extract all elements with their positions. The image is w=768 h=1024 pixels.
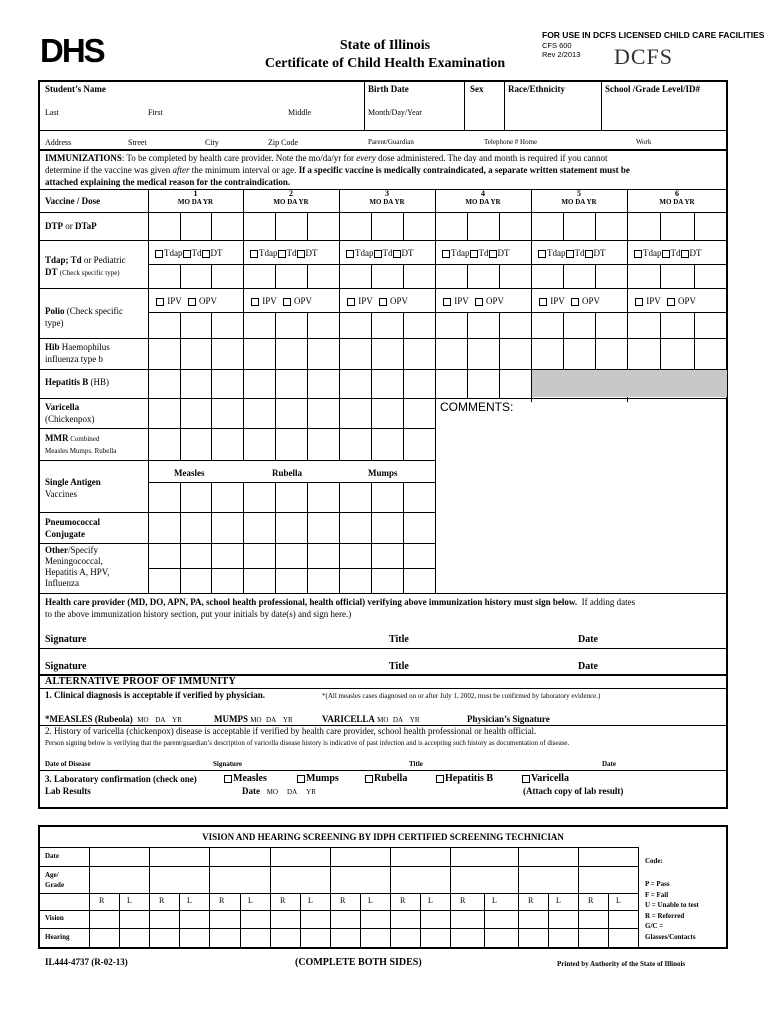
left-eye-label: L xyxy=(492,896,497,905)
form-code: CFS 600 Rev 2/2013 xyxy=(542,41,581,59)
tdap-options-5[interactable]: Tdap Td DT xyxy=(538,248,606,258)
race-label: Race/Ethnicity xyxy=(508,84,565,94)
dose-header-5: 5 MO DA YR xyxy=(561,189,597,206)
signature-label-1: Signature xyxy=(45,634,87,645)
svg-text:DHS: DHS xyxy=(40,32,104,68)
date-label-3: Date xyxy=(602,760,616,768)
right-eye-label: R xyxy=(280,896,286,905)
vision-row-label: Vision xyxy=(45,914,64,922)
rubella-header: Rubella xyxy=(272,468,303,478)
tdap-options-2[interactable]: Tdap Td DT xyxy=(250,248,318,258)
vision-heading: VISION AND HEARING SCREENING BY IDPH CERTIFIED SCREENING TECHNICIAN xyxy=(202,832,564,842)
dose-header-6: 6 MO DA YR xyxy=(659,189,695,206)
signature-label-2: Signature xyxy=(45,661,87,672)
date-disease-label: Date of Disease xyxy=(45,760,91,768)
signature-label-3: Signature xyxy=(213,760,243,768)
sex-label: Sex xyxy=(470,84,484,94)
right-eye-label: R xyxy=(460,896,466,905)
immunity-item1-note: *(All measles cases diagnosed on or after July 1, 2002, must be confirmed by laboratory evidence.) xyxy=(322,692,601,700)
code-item: U = Unable to test xyxy=(645,901,699,909)
dcfs-logo: DCFS xyxy=(614,44,674,69)
title-label-2: Title xyxy=(389,661,409,672)
dose-header-2: 2 MO DA YR xyxy=(273,189,309,206)
mdy-label: Month/Day/Year xyxy=(368,108,422,117)
student-name-label: Student’s Name xyxy=(45,84,106,94)
dtp-label: DTP or DTaP xyxy=(45,221,97,231)
polio-options-6[interactable]: IPV OPV xyxy=(635,296,696,306)
code-item: Glasses/Contacts xyxy=(645,932,696,941)
varicella-dx: VARICELLA MO DA YR xyxy=(322,714,420,724)
state-title: State of Illinois xyxy=(339,38,431,53)
parent-label: Parent/Guardian xyxy=(368,138,414,146)
polio-options-1[interactable]: IPV OPV xyxy=(156,296,217,306)
vision-date-label: Date xyxy=(45,852,59,860)
immunity-item2-note: Person signing below is verifying that the parent/guardian’s description of varicella disease history is indicative of past infection and is accepting such history as documentation of disease. xyxy=(45,739,570,747)
hearing-row-label: Hearing xyxy=(45,933,70,941)
polio-label: Polio (Check specific type) xyxy=(45,306,123,328)
middle-label: Middle xyxy=(288,108,312,117)
immunizations-instructions: IMMUNIZATIONS: To be completed by health care provider. Note the mo/da/yr for every dose administered. The day and month is required if you cannot determine if the vaccine was given after the minimum interval or age. If a specific vaccine is medically contraindicated, a separate written statement must be attached explaining the medical reason for the contraindication. xyxy=(45,153,630,187)
immunity-item2: 2. History of varicella (chickenpox) disease is acceptable if verified by health care provider, school health professional or health official. xyxy=(45,726,537,736)
pneumococcal-label: Pneumococcal Conjugate xyxy=(45,517,100,539)
lab-varicella-checkbox[interactable]: Varicella xyxy=(522,773,569,784)
mumps-header: Mumps xyxy=(368,468,398,478)
school-label: School /Grade Level/ID# xyxy=(605,84,700,94)
polio-options-4[interactable]: IPV OPV xyxy=(443,296,504,306)
use-note: FOR USE IN DCFS LICENSED CHILD CARE FACILITIES xyxy=(542,30,765,40)
birth-date-label: Birth Date xyxy=(368,84,409,94)
lab-rubella-checkbox[interactable]: Rubella xyxy=(365,773,407,784)
polio-options-2[interactable]: IPV OPV xyxy=(251,296,312,306)
city-label: City xyxy=(205,138,219,147)
polio-options-3[interactable]: IPV OPV xyxy=(347,296,408,306)
title-label-1: Title xyxy=(389,634,409,645)
tdap-options-3[interactable]: Tdap Td DT xyxy=(346,248,414,258)
code-item: F = Fail xyxy=(645,890,669,899)
right-eye-label: R xyxy=(340,896,346,905)
tdap-options-1[interactable]: Tdap Td DT xyxy=(155,248,223,258)
code-item: R = Referred xyxy=(645,911,685,920)
hib-label: Hib Haemophilus influenza type b xyxy=(45,342,110,364)
complete-both-sides: (COMPLETE BOTH SIDES) xyxy=(295,957,422,968)
hepb-shaded xyxy=(532,370,727,397)
provider-note: Health care provider (MD, DO, APN, PA, school health professional, health official) verifying above immunization history must sign below. If adding dates to the above immunization history section, put your initials by date(s) and sign here.) xyxy=(45,597,636,619)
tdap-options-4[interactable]: Tdap Td DT xyxy=(442,248,510,258)
code-item: P = Pass xyxy=(645,880,670,888)
vision-age-label: Age/ Grade xyxy=(45,871,65,889)
code-list xyxy=(645,879,699,942)
left-eye-label: L xyxy=(556,896,561,905)
right-eye-label: R xyxy=(400,896,406,905)
right-eye-label: R xyxy=(219,896,225,905)
form-title: Certificate of Child Health Examination xyxy=(264,56,506,71)
physician-signature-label: Physician’s Signature xyxy=(467,714,550,724)
left-eye-label: L xyxy=(616,896,621,905)
telephone-label: Telephone # Home xyxy=(484,138,538,146)
hepb-label: Hepatitis B (HB) xyxy=(45,377,110,387)
left-eye-label: L xyxy=(248,896,253,905)
vision-box xyxy=(38,825,728,949)
code-title: Code: xyxy=(645,857,663,865)
dose-header-3: 3 MO DA YR xyxy=(369,189,405,206)
right-eye-label: R xyxy=(528,896,534,905)
left-eye-label: L xyxy=(187,896,192,905)
immunity-item1: 1. Clinical diagnosis is acceptable if verified by physician. xyxy=(45,690,266,700)
street-label: Street xyxy=(128,138,147,147)
left-eye-label: L xyxy=(368,896,373,905)
lab-date-label: Date MO DA YR xyxy=(242,786,316,796)
title-label-3: Title xyxy=(409,760,423,768)
immunity-item3: 3. Laboratory confirmation (check one) xyxy=(45,774,197,784)
left-eye-label: L xyxy=(428,896,433,905)
date-label-2: Date xyxy=(578,661,598,672)
right-eye-label: R xyxy=(588,896,594,905)
left-eye-label: L xyxy=(308,896,313,905)
right-eye-label: R xyxy=(99,896,105,905)
lab-hepb-checkbox[interactable]: Hepatitis B xyxy=(436,773,493,784)
left-eye-label: L xyxy=(127,896,132,905)
mumps-dx: MUMPS MO DA YR xyxy=(214,714,293,724)
address-label: Address xyxy=(45,138,72,147)
comments-label: COMMENTS: xyxy=(440,400,514,414)
printed-by: Printed by Authority of the State of Illinois xyxy=(557,960,686,968)
varicella-label: Varicella (Chickenpox) xyxy=(45,402,95,424)
form-number: IL444-4737 (R-02-13) xyxy=(45,957,128,967)
work-label: Work xyxy=(636,138,652,146)
clinical-dx-row: *MEASLES (Rubeola) MO DA YR xyxy=(45,714,182,724)
lab-measles-checkbox[interactable]: Measles xyxy=(224,773,267,784)
polio-options-5[interactable]: IPV OPV xyxy=(539,296,600,306)
measles-header: Measles xyxy=(174,468,205,478)
dhs-logo xyxy=(40,32,112,68)
attach-label: (Attach copy of lab result) xyxy=(523,786,624,796)
single-antigen-label: Single Antigen Vaccines xyxy=(45,477,101,499)
first-label: First xyxy=(148,108,163,117)
right-eye-label: R xyxy=(159,896,165,905)
dose-header-1: 1 MO DA YR xyxy=(177,189,214,206)
mmr-label: MMR Combined Measles Mumps. Rubella xyxy=(45,433,117,455)
other-label: Other/Specify Meningococcal, Hepatitis A, HPV, Influenza xyxy=(45,545,110,588)
lab-results-label: Lab Results xyxy=(45,786,91,796)
date-label-1: Date xyxy=(578,634,598,645)
zip-label: Zip Code xyxy=(268,138,298,147)
last-label: Last xyxy=(45,108,59,117)
dose-header-4: 4 MO DA YR xyxy=(465,189,501,206)
lab-mumps-checkbox[interactable]: Mumps xyxy=(297,773,339,784)
tdap-options-6[interactable]: Tdap Td DT xyxy=(634,248,702,258)
code-item: G/C = xyxy=(645,922,664,930)
immunity-heading: ALTERNATIVE PROOF OF IMMUNITY xyxy=(45,676,237,687)
vaccine-dose-header: Vaccine / Dose xyxy=(45,196,101,206)
tdap-label: Tdap; Td or Pediatric DT (Check specific type) xyxy=(45,255,126,277)
